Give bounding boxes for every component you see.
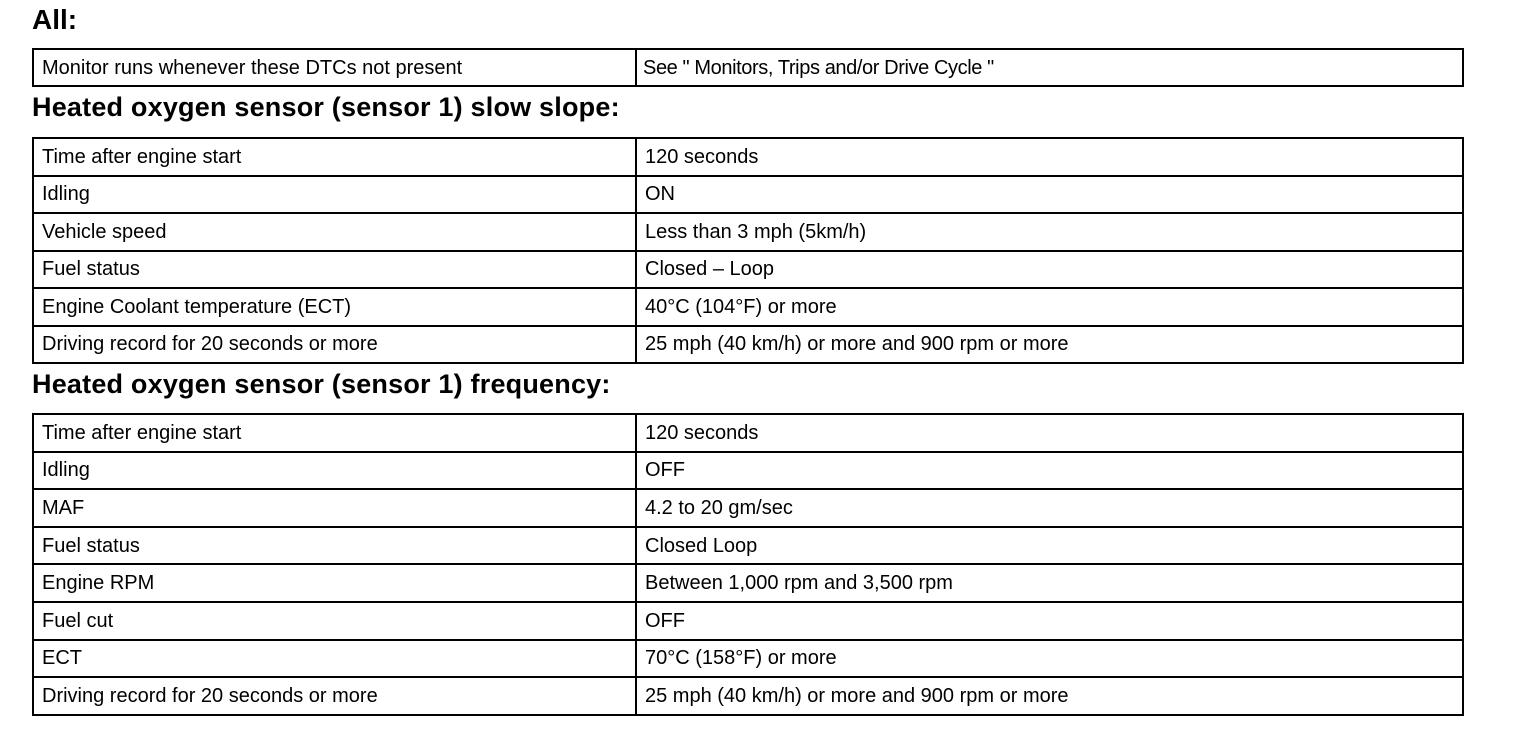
table-row <box>33 251 1463 289</box>
value-cell: 120 seconds <box>636 414 1463 452</box>
table-row <box>33 138 1463 176</box>
value-cell: 25 mph (40 km/h) or more and 900 rpm or more <box>636 326 1463 364</box>
value-cell: 40°C (104°F) or more <box>636 288 1463 326</box>
table-row <box>33 564 1463 602</box>
table-row <box>33 640 1463 678</box>
table-row <box>33 326 1463 364</box>
value-cell: Closed Loop <box>636 527 1463 565</box>
section-heading-frequency: Heated oxygen sensor (sensor 1) frequency: <box>32 369 611 399</box>
value-cell: Less than 3 mph (5km/h) <box>636 213 1463 251</box>
table-row <box>33 602 1463 640</box>
condition-cell: Time after engine start <box>33 414 636 452</box>
condition-cell: Time after engine start <box>33 138 636 176</box>
condition-cell: Fuel status <box>33 251 636 289</box>
table-row <box>33 677 1463 715</box>
table-row <box>33 527 1463 565</box>
value-cell: ON <box>636 176 1463 214</box>
section-heading-slow-slope: Heated oxygen sensor (sensor 1) slow slope: <box>32 92 620 122</box>
condition-cell: Fuel status <box>33 527 636 565</box>
condition-cell: Driving record for 20 seconds or more <box>33 326 636 364</box>
condition-cell: Idling <box>33 452 636 490</box>
condition-cell: Monitor runs whenever these DTCs not present <box>33 49 636 86</box>
condition-cell: Engine RPM <box>33 564 636 602</box>
condition-cell: Vehicle speed <box>33 213 636 251</box>
conditions-table-frequency <box>32 413 1464 716</box>
condition-cell: Fuel cut <box>33 602 636 640</box>
condition-cell: Driving record for 20 seconds or more <box>33 677 636 715</box>
table-row <box>33 452 1463 490</box>
value-cell: Between 1,000 rpm and 3,500 rpm <box>636 564 1463 602</box>
condition-cell: Idling <box>33 176 636 214</box>
value-cell: See " Monitors, Trips and/or Drive Cycle " <box>636 49 1463 86</box>
condition-cell: MAF <box>33 489 636 527</box>
value-cell: Closed – Loop <box>636 251 1463 289</box>
conditions-table-all <box>32 48 1464 87</box>
table-row <box>33 176 1463 214</box>
table-row <box>33 49 1463 86</box>
table-row <box>33 414 1463 452</box>
condition-cell: ECT <box>33 640 636 678</box>
value-cell: 25 mph (40 km/h) or more and 900 rpm or more <box>636 677 1463 715</box>
table-row <box>33 489 1463 527</box>
table-row <box>33 288 1463 326</box>
value-cell: OFF <box>636 602 1463 640</box>
condition-cell: Engine Coolant temperature (ECT) <box>33 288 636 326</box>
value-cell: 70°C (158°F) or more <box>636 640 1463 678</box>
value-cell: 120 seconds <box>636 138 1463 176</box>
section-heading-all: All: <box>32 4 78 35</box>
conditions-table-slow-slope <box>32 137 1464 364</box>
value-cell: 4.2 to 20 gm/sec <box>636 489 1463 527</box>
value-cell: OFF <box>636 452 1463 490</box>
table-row <box>33 213 1463 251</box>
